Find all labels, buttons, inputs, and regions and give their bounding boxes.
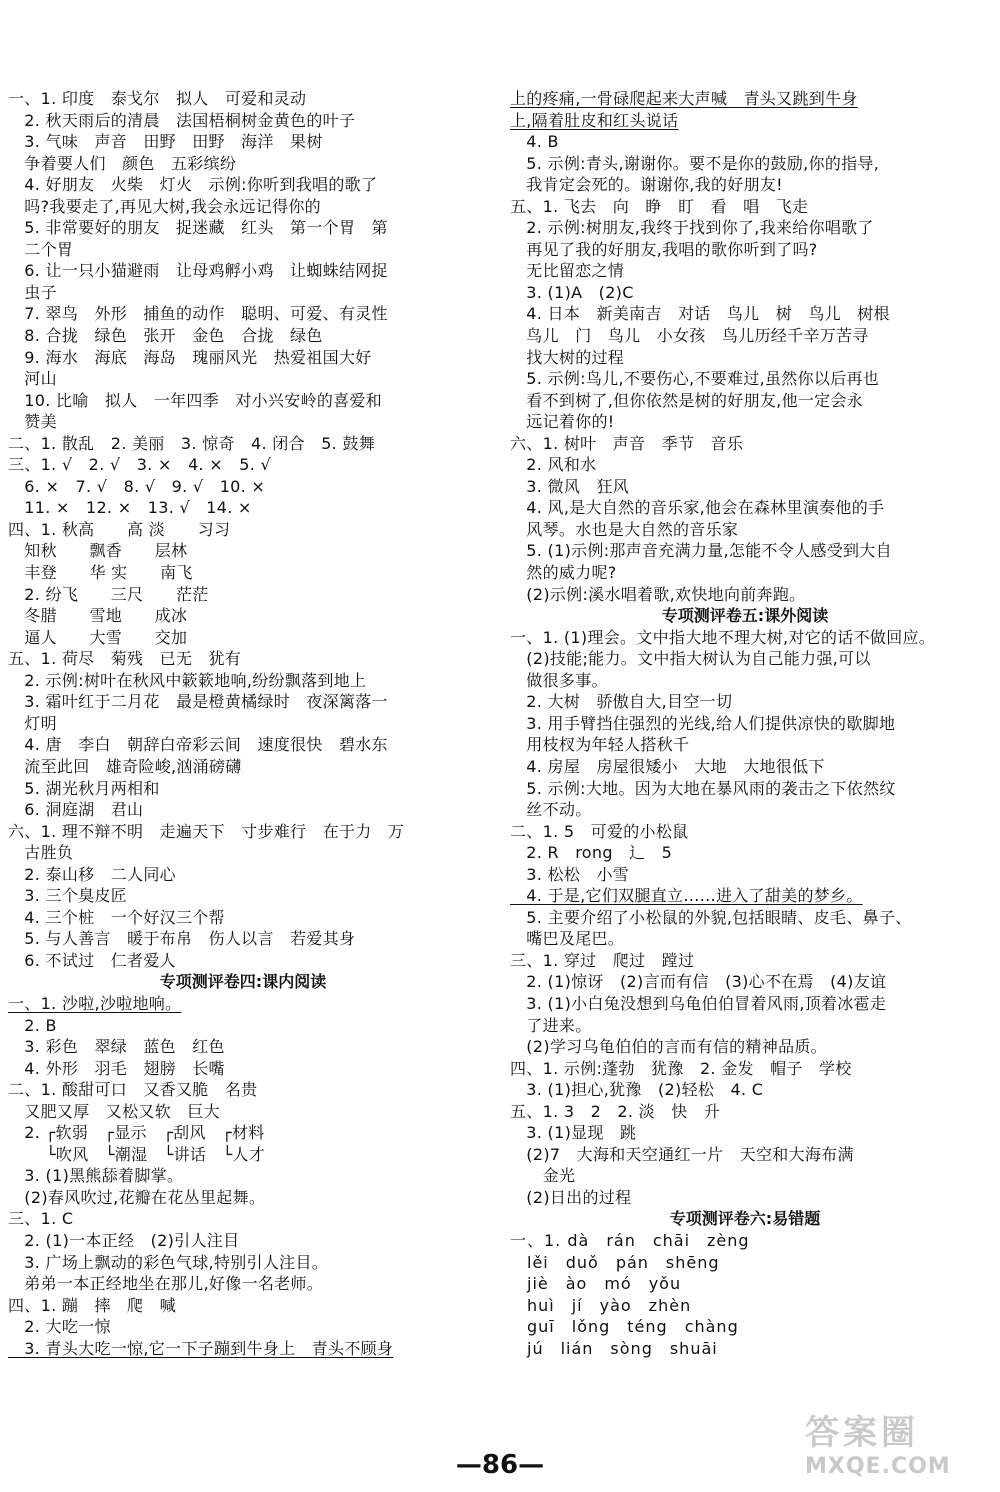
answer-line: 2. 大树 骄傲自大,目空一切 — [510, 692, 733, 712]
answer-line: 4. 房屋 房屋很矮小 大地 大地很低下 — [510, 756, 825, 776]
answer-line: 2. 示例:树叶在秋风中簌簌地响,纷纷飘落到地上 — [8, 670, 367, 690]
answer-line: 逼人 大雪 交加 — [8, 627, 188, 647]
answer-line: (2)春风吹过,花瓣在花丛里起舞。 — [8, 1187, 266, 1207]
answer-line: 4. 日本 新美南吉 对话 鸟儿 树 鸟儿 树根 — [510, 304, 890, 324]
watermark-top: 答案圈 — [805, 1413, 919, 1453]
answer-line: jú lián sòng shuāi — [510, 1338, 718, 1358]
answer-line: (2)学习乌龟伯伯的言而有信的精神品质。 — [510, 1037, 827, 1057]
answer-line: 四、1. 示例:蓬勃 犹豫 2. 金发 帽子 学校 — [510, 1058, 852, 1078]
answer-line: 丰登 华 实 南飞 — [8, 563, 193, 583]
answer-line: 2. 大吃一惊 — [8, 1317, 111, 1337]
section-heading: 专项测评卷五:课外阅读 — [661, 606, 829, 626]
answer-line: (2)日出的过程 — [510, 1187, 632, 1207]
answer-line: 河山 — [8, 369, 57, 389]
answer-line: 一、1. 沙啦,沙啦地响。 — [8, 993, 182, 1013]
answer-line: 2. 秋天雨后的清晨 法国梧桐树金黄色的叶子 — [8, 110, 356, 130]
answer-line: 吗?我要走了,再见大树,我会永远记得你的 — [8, 196, 321, 216]
answer-line: 做很多事。 — [510, 670, 608, 690]
answer-line: 6. 让一只小猫避雨 让母鸡孵小鸡 让蜘蛛结网捉 — [8, 261, 388, 281]
answer-line: 3. 气味 声音 田野 田野 海洋 果树 — [8, 132, 323, 152]
answer-line: 三、1. √ 2. √ 3. × 4. × 5. √ — [8, 455, 271, 475]
answer-line: 5. 示例:大地。因为大地在暴风雨的袭击之下依然纹 — [510, 778, 896, 798]
answer-line: 一、1. dà rán chāi zèng — [510, 1230, 750, 1250]
answer-line: 3. 广场上飘动的彩色气球,特别引人注目。 — [8, 1252, 329, 1272]
answer-line: 又肥又厚 又松又软 巨大 — [8, 1101, 220, 1121]
answer-line: 2. (1)惊讶 (2)言而有信 (3)心不在焉 (4)友谊 — [510, 972, 887, 992]
answer-line: 4. 风,是大自然的音乐家,他会在森林里演奏他的手 — [510, 498, 885, 518]
answer-line: 五、1. 3 2 2. 淡 快 升 — [510, 1101, 721, 1121]
answer-line: 4. B — [510, 132, 559, 152]
answer-line: 5. 与人善言 暖于布帛 伤人以言 若爱其身 — [8, 929, 356, 949]
answer-line: guī lǒng téng chàng — [510, 1317, 739, 1337]
answer-line: 三、1. 穿过 爬过 蹚过 — [510, 950, 695, 970]
answer-line: 一、1. 印度 泰戈尔 拟人 可爱和灵动 — [8, 89, 307, 108]
answer-line: 古胜负 — [8, 843, 74, 863]
answer-line: 风琴。水也是大自然的音乐家 — [510, 519, 739, 539]
answer-line: 用枝杈为年轻人搭秋千 — [510, 735, 690, 755]
answer-line: 2. B — [8, 1015, 57, 1035]
answer-line: 9. 海水 海底 海岛 瑰丽风光 热爱祖国大好 — [8, 347, 372, 367]
answer-line: huì jí yào zhèn — [510, 1295, 692, 1315]
left-column — [8, 88, 478, 1359]
answer-line: lěi duǒ pán shēng — [510, 1252, 720, 1272]
answer-line: 远记着你的! — [510, 412, 615, 432]
answer-line: 灯明 — [8, 713, 57, 733]
answer-line: 了进来。 — [510, 1015, 592, 1035]
answer-line: 3. 青头大吃一惊,它一下子蹦到牛身上 青头不顾身 — [8, 1338, 394, 1358]
answer-line: 然的威力呢? — [510, 563, 617, 583]
answer-line: 5. 非常要好的朋友 捉迷藏 红头 第一个胃 第 — [8, 218, 388, 238]
answer-line: 2. 示例:树朋友,我终于找到你了,我来给你唱歌了 — [510, 218, 874, 238]
answer-line: 鸟儿 门 鸟儿 小女孩 鸟儿历经千辛万苦寻 — [510, 326, 869, 346]
answer-line: 上的疼痛,一骨碌爬起来大声喊 青头又跳到牛身 — [510, 89, 858, 108]
answer-line: 2. 泰山移 二人同心 — [8, 864, 176, 884]
answer-line: 二、1. 5 可爱的小松鼠 — [510, 821, 689, 841]
answer-line: 弟弟一本正经地坐在那儿,好像一名老师。 — [8, 1274, 324, 1294]
answer-line: 嘴巴及尾巴。 — [510, 929, 625, 949]
page-number: —86— — [455, 1450, 545, 1480]
section-heading: 专项测评卷六:易错题 — [669, 1209, 821, 1229]
answer-line: 3. (1)黑熊舔着脚掌。 — [8, 1166, 184, 1186]
answer-line: 3. (1)担心,犹豫 (2)轻松 4. C — [510, 1080, 764, 1100]
answer-line: 二、1. 散乱 2. 美丽 3. 惊奇 4. 闭合 5. 鼓舞 — [8, 433, 376, 453]
answer-line: 2. 风和水 — [510, 455, 597, 475]
answer-line: 3. 三个臭皮匠 — [8, 886, 128, 906]
answer-line: 3. 微风 狂风 — [510, 476, 630, 496]
answer-line: 知秋 飘香 层林 — [8, 541, 188, 561]
answer-line: 7. 翠鸟 外形 捕鱼的动作 聪明、可爱、有灵性 — [8, 304, 388, 324]
answer-line: 看不到树了,但你依然是树的好朋友,他一定会永 — [510, 390, 864, 410]
answer-line: 5. 主要介绍了小松鼠的外貌,包括眼睛、皮毛、鼻子、 — [510, 907, 912, 927]
answer-line: 找大树的过程 — [510, 347, 625, 367]
answer-line: 10. 比喻 拟人 一年四季 对小兴安岭的喜爱和 — [8, 390, 383, 410]
answer-line: 3. (1)小白兔没想到乌龟伯伯冒着风雨,顶着冰雹走 — [510, 993, 887, 1013]
answer-line: 再见了我的好朋友,我唱的歌你听到了吗? — [510, 239, 818, 259]
answer-line: 赞美 — [8, 412, 57, 432]
answer-line: 3. (1)A (2)C — [510, 282, 634, 302]
answer-line: 冬腊 雪地 成冰 — [8, 606, 188, 626]
section-heading: 专项测评卷四:课内阅读 — [159, 972, 327, 992]
answer-line: 4. 好朋友 火柴 灯火 示例:你听到我唱的歌了 — [8, 175, 378, 195]
answer-line: 5. 示例:青头,谢谢你。要不是你的鼓励,你的指导, — [510, 153, 880, 173]
watermark-logo — [805, 1412, 995, 1490]
answer-line: 五、1. 飞去 向 睁 盯 看 唱 飞走 — [510, 196, 809, 216]
answer-line: 四、1. 蹦 摔 爬 喊 — [8, 1295, 176, 1315]
answer-line: 3. 松松 小雪 — [510, 864, 630, 884]
answer-line: └吹风 └潮湿 └讲话 └人才 — [8, 1144, 266, 1164]
answer-line: 3. 用手臂挡住强烈的光线,给人们提供凉快的歇脚地 — [510, 713, 896, 733]
answer-line: 2. ┌软弱 ┌显示 ┌刮风 ┌材料 — [8, 1123, 265, 1143]
answer-line: 6. 洞庭湖 君山 — [8, 800, 144, 820]
answer-line: 五、1. 荷尽 菊残 已无 犹有 — [8, 649, 242, 669]
answer-line: 无比留恋之情 — [510, 261, 625, 281]
answer-line: 11. × 12. × 13. √ 14. × — [8, 498, 252, 518]
answer-line: 3. 霜叶红于二月花 最是橙黄橘绿时 夜深篱落一 — [8, 692, 388, 712]
watermark-bottom: MXQE.COM — [805, 1454, 951, 1479]
answer-line: 6. × 7. √ 8. √ 9. √ 10. × — [8, 476, 266, 496]
answer-line: 上,隔着肚皮和红头说话 — [510, 110, 679, 130]
answer-line: 6. 不试过 仁者爱人 — [8, 950, 176, 970]
answer-line: 4. 三个桩 一个好汉三个帮 — [8, 907, 225, 927]
answer-line: 六、1. 树叶 声音 季节 音乐 — [510, 433, 744, 453]
answer-line: 2. R rong 辶 5 — [510, 843, 673, 863]
answer-line: 二个胃 — [8, 239, 74, 259]
answer-line: 8. 合拢 绿色 张开 金色 合拢 绿色 — [8, 326, 323, 346]
right-column — [510, 88, 980, 1359]
answer-line: 5. 湖光秋月两相和 — [8, 778, 160, 798]
answer-line: 虫子 — [8, 282, 57, 302]
answer-line: 4. 于是,它们双腿直立……进入了甜美的梦乡。 — [510, 886, 863, 906]
answer-line: jiè ào mó yǒu — [510, 1274, 682, 1294]
answer-line: 一、1. (1)理会。文中指大地不理大树,对它的话不做回应。 — [510, 627, 936, 647]
answer-line: (2)示例:溪水唱着歌,欢快地向前奔跑。 — [510, 584, 806, 604]
answer-line: 5. 示例:鸟儿,不要伤心,不要难过,虽然你以后再也 — [510, 369, 880, 389]
answer-line: 2. (1)一本正经 (2)引人注目 — [8, 1230, 240, 1250]
answer-line: 4. 外形 羽毛 翅膀 长嘴 — [8, 1058, 225, 1078]
answer-line: 我肯定会死的。谢谢你,我的好朋友! — [510, 175, 783, 195]
answer-line: 二、1. 酸甜可口 又香又脆 名贵 — [8, 1080, 258, 1100]
answer-line: 金光 — [510, 1166, 576, 1186]
answer-line: 3. 彩色 翠绿 蓝色 红色 — [8, 1037, 225, 1057]
answer-line: 丝不动。 — [510, 800, 592, 820]
answer-line: 2. 纷飞 三尺 茫茫 — [8, 584, 209, 604]
answer-line: 流至此回 雄奇险峻,汹涌磅礴 — [8, 756, 242, 776]
answer-line: 4. 唐 李白 朝辞白帝彩云间 速度很快 碧水东 — [8, 735, 388, 755]
answer-line: 四、1. 秋高 高 淡 习习 — [8, 519, 231, 539]
answer-line: 三、1. C — [8, 1209, 74, 1229]
answer-line: (2)7 大海和天空通红一片 天空和大海布满 — [510, 1144, 854, 1164]
answer-line: 5. (1)示例:那声音充满力量,怎能不令人感受到大自 — [510, 541, 892, 561]
answer-line: 六、1. 理不辩不明 走遍天下 寸步难行 在于力 万 — [8, 821, 405, 841]
answer-line: 3. (1)显现 跳 — [510, 1123, 637, 1143]
answer-line: 争着要人们 颜色 五彩缤纷 — [8, 153, 237, 173]
answer-line: (2)技能;能力。文中指大树认为自己能力强,可以 — [510, 649, 871, 669]
